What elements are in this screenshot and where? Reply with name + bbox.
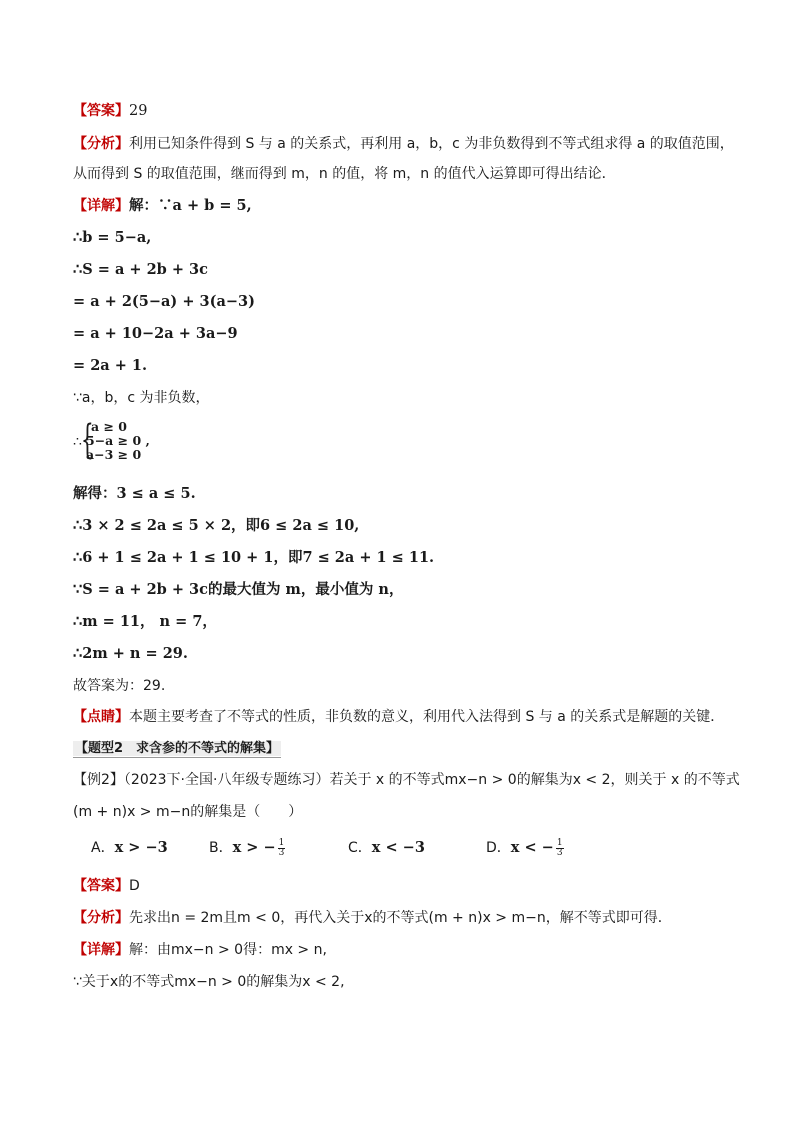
choice-letter: B． (209, 840, 233, 856)
detail-intro: 解：由mx−n > 0得：mx > n, (129, 942, 327, 958)
choice-expr: x > − (232, 839, 276, 856)
analysis-text: 先求出n = 2m且m < 0，再代入关于x的不等式(m + n)x > m−n，解不等式即可得． (129, 910, 672, 926)
detail-intro: 解：∵a + b = 5, (129, 197, 252, 214)
analysis-label: 【分析】 (73, 136, 129, 152)
detail-label: 【详解】 (73, 942, 129, 958)
section-heading (73, 737, 281, 758)
fraction-numerator: 1 (278, 837, 285, 848)
analysis-text-1: 利用已知条件得到 S 与 a 的关系式，再利用 a，b，c 为非负数得到不等式组求得 a 的取值范围， (129, 136, 734, 152)
detail-step: = a + 10−2a + 3a−9 (73, 325, 238, 342)
analysis-line-3 (73, 908, 672, 928)
answer-line-2 (73, 876, 140, 896)
choice-c[interactable] (348, 838, 425, 858)
comment-label: 【点睛】 (73, 709, 129, 725)
detail-step: ∴6 + 1 ≤ 2a + 1 ≤ 10 + 1，即7 ≤ 2a + 1 ≤ 11. (73, 549, 435, 566)
detail-step: ∵a，b，c 为非负数， (73, 390, 210, 406)
detail-line-intro (73, 196, 252, 216)
detail-step: ∴m = 11， n = 7， (73, 613, 217, 630)
example-text-2: (m + n)x > m−n的解集是（ ） (73, 804, 303, 820)
system-row: a ≥ 0 (91, 419, 127, 434)
system-row: 5−a ≥ 0 , (86, 433, 150, 448)
detail-step: ∴3 × 2 ≤ 2a ≤ 5 × 2，即6 ≤ 2a ≤ 10, (73, 517, 360, 534)
fraction-denominator: 3 (278, 847, 285, 858)
fraction-numerator: 1 (556, 837, 563, 848)
analysis-line-1 (73, 134, 734, 154)
detail-label: 【详解】 (73, 198, 129, 214)
analysis-text-2: 从而得到 S 的取值范围，继而得到 m，n 的值，将 m，n 的值代入运算即可得出结论． (73, 166, 616, 182)
detail-step: ∴b = 5−a, (73, 229, 152, 246)
fraction (556, 839, 564, 858)
section-heading-text: 【题型2 求含参的不等式的解集】 (75, 741, 280, 756)
answer-line-1 (73, 101, 147, 121)
example-label: 【例2】 (73, 772, 124, 788)
analysis-line-2 (73, 164, 616, 184)
example-line-2 (73, 802, 302, 822)
choice-expr: x < − (510, 839, 554, 856)
left-brace: { (81, 417, 94, 463)
analysis-label: 【分析】 (73, 910, 129, 926)
fraction (278, 839, 286, 858)
answer-value: D (129, 878, 140, 894)
detail-step: = 2a + 1. (73, 357, 148, 374)
choice-expr: x > −3 (114, 839, 168, 856)
answer-label: 【答案】 (73, 878, 129, 894)
detail-step: 解得：3 ≤ a ≤ 5. (73, 485, 196, 502)
detail-step: ∵关于x的不等式mx−n > 0的解集为x < 2, (73, 974, 345, 990)
comment-line (73, 707, 724, 727)
therefore-symbol: ∴ (73, 434, 82, 450)
detail-step: ∵S = a + 2b + 3c的最大值为 m，最小值为 n， (73, 581, 404, 598)
detail-step: ∴2m + n = 29. (73, 645, 188, 662)
choice-d[interactable] (486, 838, 564, 858)
comment-text: 本题主要考查了不等式的性质，非负数的意义，利用代入法得到 S 与 a 的关系式是解题的关键． (129, 709, 725, 725)
system-row: a−3 ≥ 0 (86, 447, 142, 462)
example-text-1: （2023下·全国·八年级专题练习）若关于 x 的不等式mx−n > 0的解集为x < 2，则关于 x 的不等式 (123, 772, 740, 788)
choice-letter: C． (348, 840, 372, 856)
choice-letter: D． (486, 840, 511, 856)
choice-letter: A． (91, 840, 115, 856)
answer-value: 29 (129, 103, 148, 119)
choice-a[interactable] (91, 838, 168, 858)
example-line-1 (73, 770, 740, 790)
choice-b[interactable] (209, 838, 285, 858)
detail-line-2 (73, 940, 327, 960)
detail-step: = a + 2(5−a) + 3(a−3) (73, 293, 255, 310)
detail-step: 故答案为：29. (73, 678, 166, 694)
fraction-denominator: 3 (556, 847, 563, 858)
detail-step: ∴S = a + 2b + 3c (73, 261, 208, 278)
choice-expr: x < −3 (371, 839, 425, 856)
answer-label: 【答案】 (73, 103, 129, 119)
